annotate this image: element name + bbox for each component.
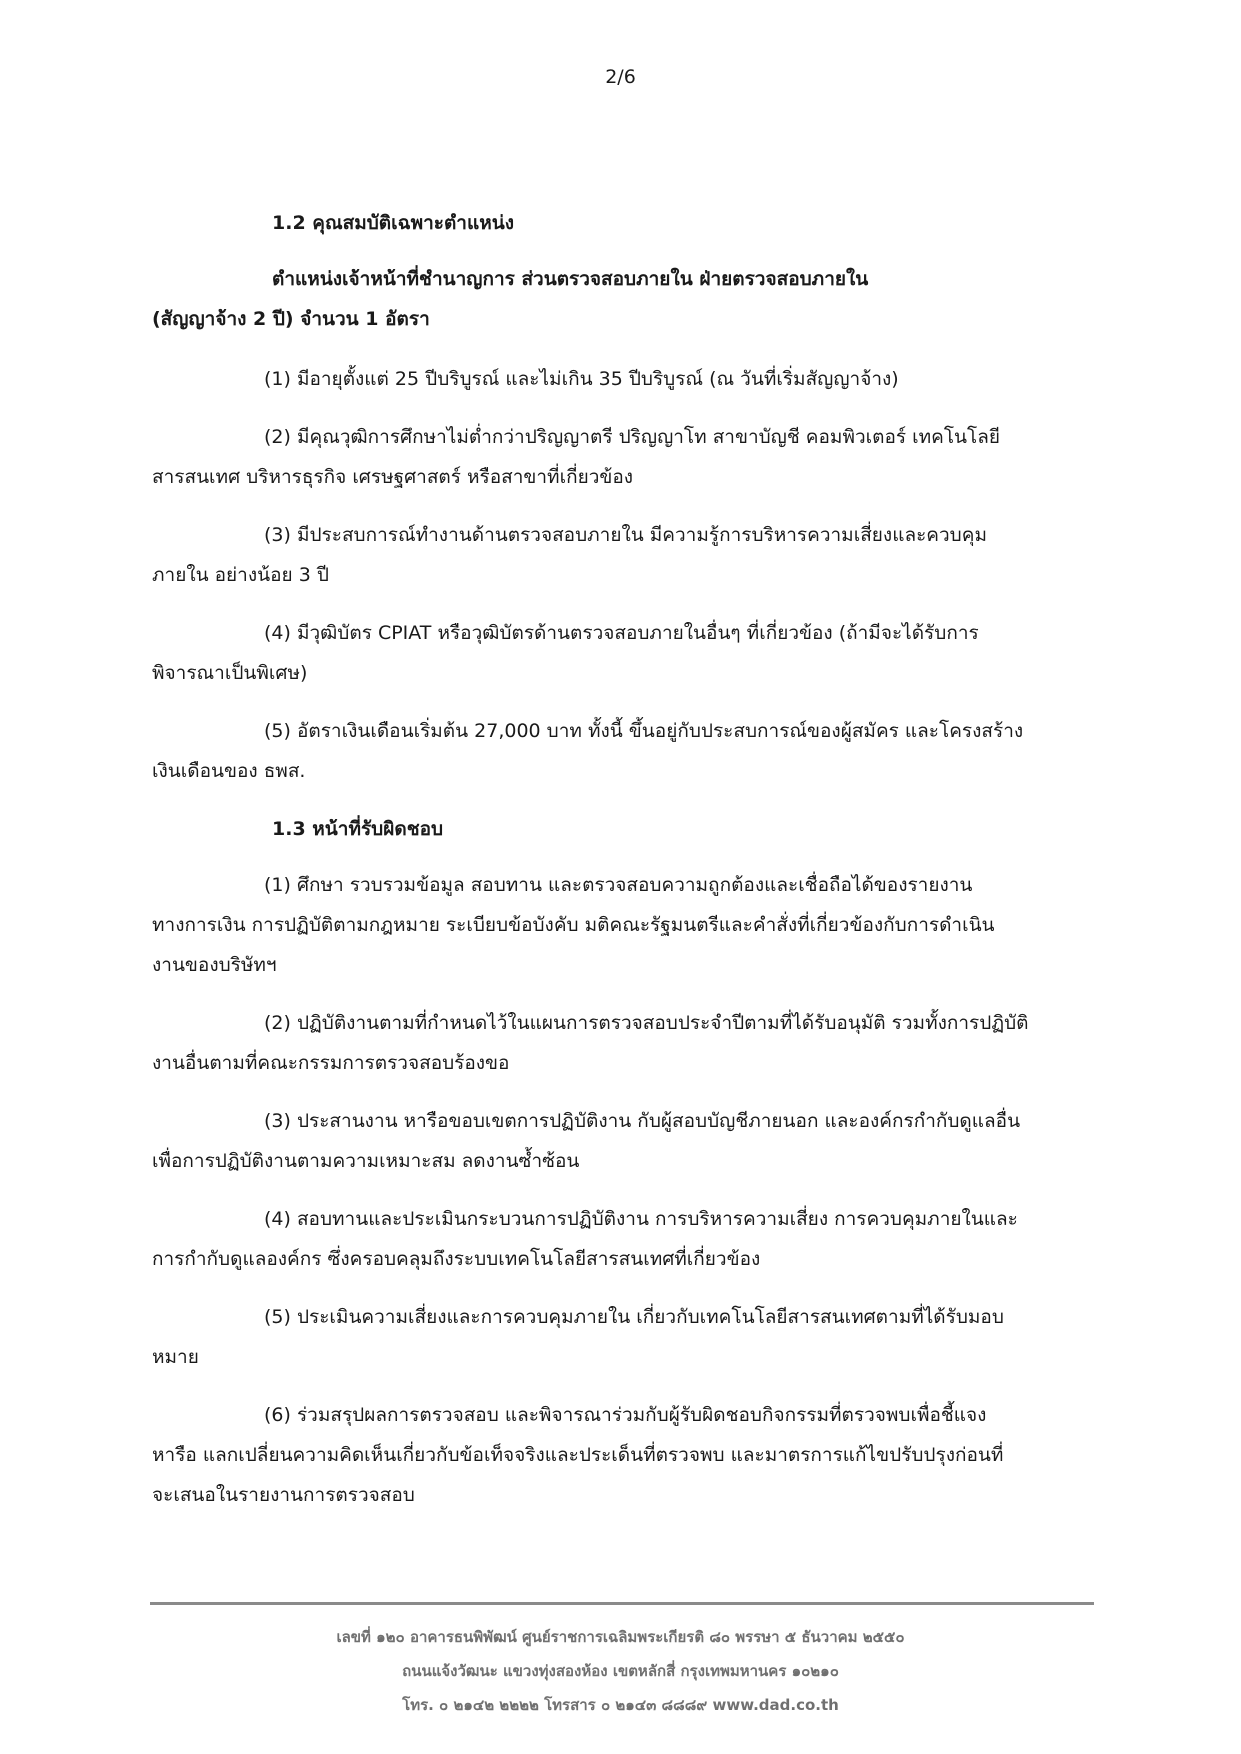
qualification-4-line2: พิจารณาเป็นพิเศษ) [152,662,308,684]
qualification-3-line2: ภายใน อย่างน้อย 3 ปี [152,564,329,586]
footer-address [0,1620,1241,1722]
qualification-item-1 [152,359,1092,399]
qualification-1-line1: (1) มีอายุตั้งแต่ 25 ปีบริบูรณ์ และไม่เกิน 35 ปีบริบูรณ์ (ณ วันที่เริ่มสัญญาจ้าง) [264,368,899,390]
duty-item-4 [152,1199,1092,1279]
duty-3-line2: เพื่อการปฏิบัติงานตามความเหมาะสม ลดงานซ้ำซ้อน [152,1150,580,1172]
duty-5-line1: (5) ประเมินความเสี่ยงและการควบคุมภายใน เกี่ยวกับเทคโนโลยีสารสนเทศตามที่ได้รับมอบ [264,1306,1004,1328]
duty-6-line3: จะเสนอในรายงานการตรวจสอบ [152,1484,415,1506]
duty-item-1 [152,865,1092,985]
qualification-2-line2: สารสนเทศ บริหารธุรกิจ เศรษฐศาสตร์ หรือสาขาที่เกี่ยวข้อง [152,466,634,488]
position-title [152,259,1092,339]
qualification-5-line2: เงินเดือนของ ธพส. [152,760,306,782]
duty-3-line1: (3) ประสานงาน หารือขอบเขตการปฏิบัติงาน กับผู้สอบบัญชีภายนอก และองค์กรกำกับดูแลอื่น [264,1110,1021,1132]
qualification-item-4 [152,613,1092,693]
qualification-4-line1: (4) มีวุฒิบัตร CPIAT หรือวุฒิบัตรด้านตรวจสอบภายในอื่นๆ ที่เกี่ยวข้อง (ถ้ามีจะได้รับการ [264,622,979,644]
section-1-3-heading: 1.3 หน้าที่รับผิดชอบ [272,818,444,840]
footer-line2: ถนนแจ้งวัฒนะ แขวงทุ่งสองห้อง เขตหลักสี่ กรุงเทพมหานคร ๑๐๒๑๐ [402,1662,839,1680]
duty-4-line1: (4) สอบทานและประเมินกระบวนการปฏิบัติงาน การบริหารความเสี่ยง การควบคุมภายในและ [264,1208,1018,1230]
duty-1-line1: (1) ศึกษา รวบรวมข้อมูล สอบทาน และตรวจสอบความถูกต้องและเชื่อถือได้ของรายงาน [264,874,973,896]
duty-item-5 [152,1297,1092,1377]
duty-6-line2: หารือ แลกเปลี่ยนความคิดเห็นเกี่ยวกับข้อเท็จจริงและประเด็นที่ตรวจพบ และมาตรการแก้ไขปรับปรุงก่อนที่ [152,1444,1004,1466]
duty-1-line3: งานของบริษัทฯ [152,954,277,976]
footer-divider [150,1602,1094,1605]
document-body [152,203,1092,1533]
duty-6-line1: (6) ร่วมสรุปผลการตรวจสอบ และพิจารณาร่วมกับผู้รับผิดชอบกิจกรรมที่ตรวจพบเพื่อชี้แจง [264,1404,987,1426]
qualification-item-5 [152,711,1092,791]
position-title-line1: ตำแหน่งเจ้าหน้าที่ชำนาญการ ส่วนตรวจสอบภายใน ฝ่ายตรวจสอบภายใน [272,268,869,290]
duty-4-line2: การกำกับดูแลองค์กร ซึ่งครอบคลุมถึงระบบเทคโนโลยีสารสนเทศที่เกี่ยวข้อง [152,1248,761,1270]
page-number: 2/6 [605,66,636,88]
duty-2-line2: งานอื่นตามที่คณะกรรมการตรวจสอบร้องขอ [152,1052,510,1074]
qualification-item-3 [152,515,1092,595]
section-1-2-heading: 1.2 คุณสมบัติเฉพาะตำแหน่ง [272,212,515,234]
footer-line1: เลขที่ ๑๒๐ อาคารธนพิพัฒน์ ศูนย์ราชการเฉลิมพระเกียรติ ๘๐ พรรษา ๕ ธันวาคม ๒๕๕๐ [336,1628,905,1646]
qualification-item-2 [152,417,1092,497]
duty-item-2 [152,1003,1092,1083]
duty-item-6 [152,1395,1092,1515]
qualification-5-line1: (5) อัตราเงินเดือนเริ่มต้น 27,000 บาท ทั้งนี้ ขึ้นอยู่กับประสบการณ์ของผู้สมัคร และโครงสร้าง [264,720,1024,742]
position-title-line2: (สัญญาจ้าง 2 ปี) จำนวน 1 อัตรา [152,308,430,330]
footer-line3: โทร. ๐ ๒๑๔๒ ๒๒๒๒ โทรสาร ๐ ๒๑๔๓ ๘๘๘๙ www.dad.co.th [402,1696,839,1714]
duty-2-line1: (2) ปฏิบัติงานตามที่กำหนดไว้ในแผนการตรวจสอบประจำปีตามที่ได้รับอนุมัติ รวมทั้งการปฏิบัติ [264,1012,1029,1034]
qualification-3-line1: (3) มีประสบการณ์ทำงานด้านตรวจสอบภายใน มีความรู้การบริหารความเสี่ยงและควบคุม [264,524,987,546]
duty-item-3 [152,1101,1092,1181]
qualification-2-line1: (2) มีคุณวุฒิการศึกษาไม่ต่ำกว่าปริญญาตรี ปริญญาโท สาขาบัญชี คอมพิวเตอร์ เทคโนโลยี [264,426,1001,448]
duty-5-line2: หมาย [152,1346,199,1368]
duty-1-line2: ทางการเงิน การปฏิบัติตามกฎหมาย ระเบียบข้อบังคับ มติคณะรัฐมนตรีและคำสั่งที่เกี่ยวข้องกับการดำเนิน [152,914,995,936]
